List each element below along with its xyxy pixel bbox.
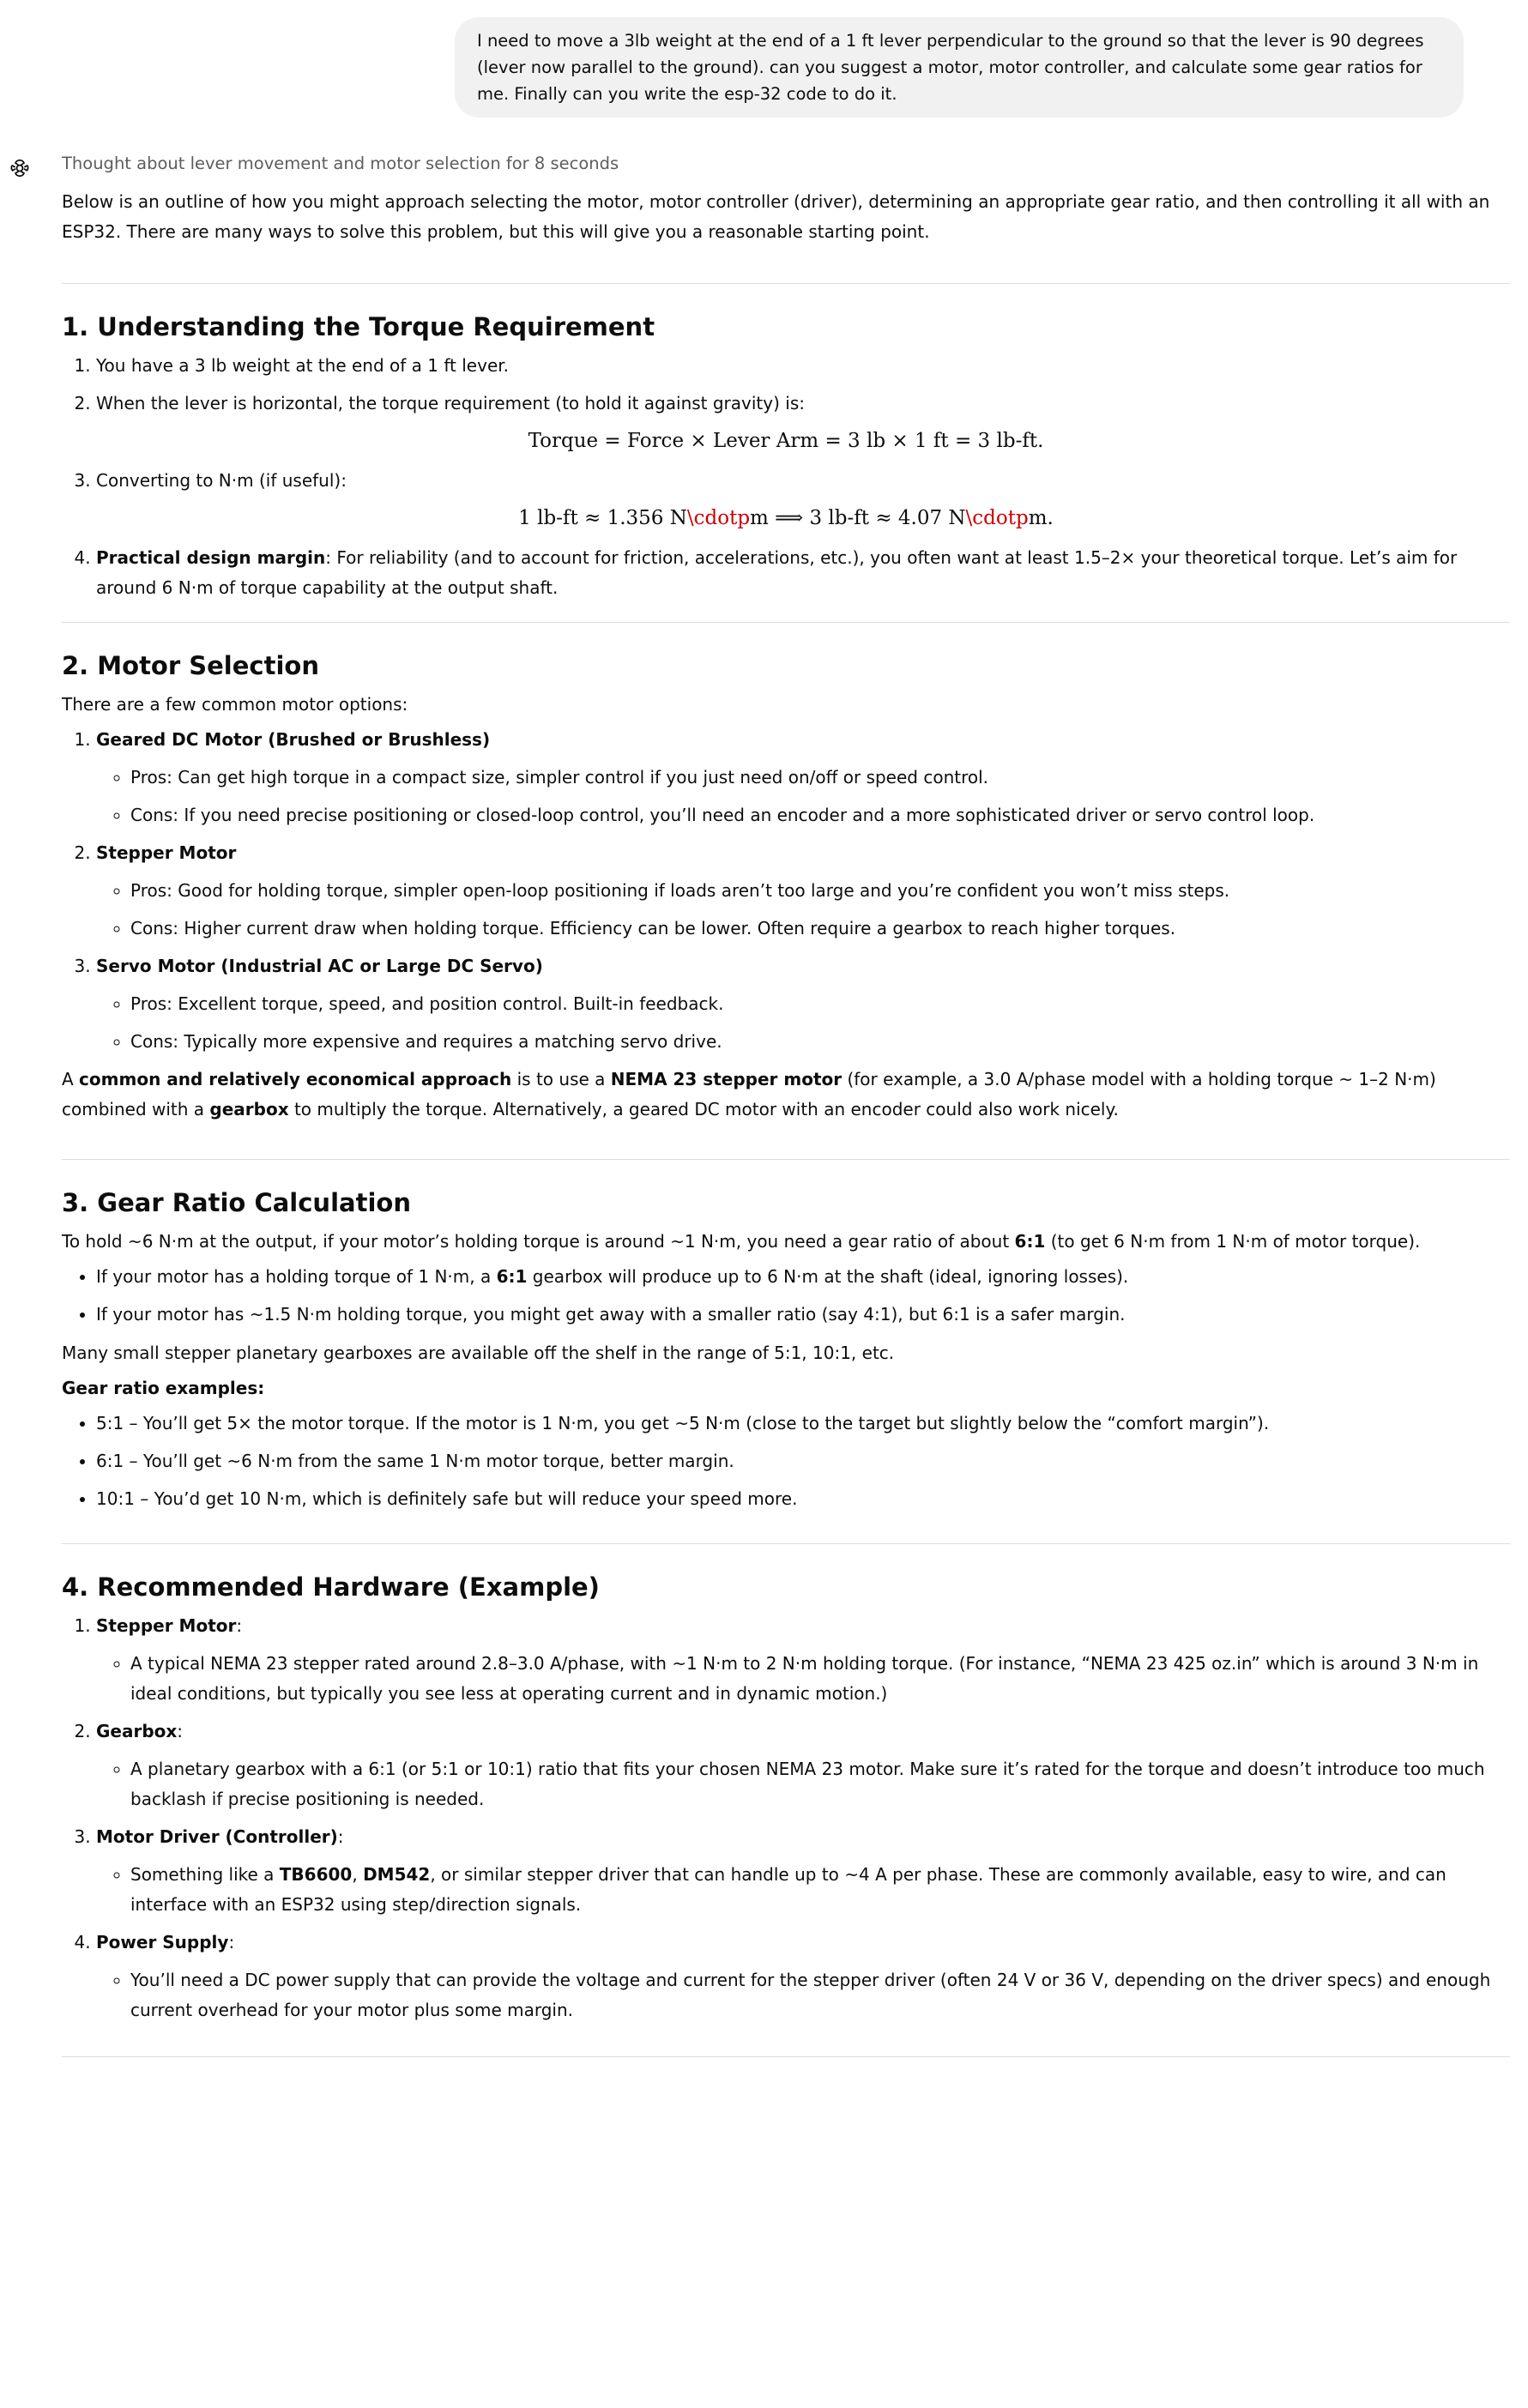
list-item: ◦ You’ll need a DC power supply that can provide the voltage and current for the stepper driver (often 24 V or 36 V, depending on the driver specs) and enough current overhead for your motor plus some margin. bbox=[130, 1965, 1510, 2025]
list-item: ◦ Cons: Higher current draw when holding torque. Efficiency can be lower. Often require a gearbox to reach higher torques. bbox=[130, 914, 1510, 944]
gear-examples-list bbox=[62, 1409, 1510, 1514]
user-message-text: I need to move a 3lb weight at the end of a 1 ft lever perpendicular to the ground so that the lever is 90 degrees (lever now parallel to the ground). can you suggest a motor, motor controller, and calculate some gear ratios for me. Finally can you write the esp-32 code to do it. bbox=[477, 31, 1424, 104]
examples-label: Gear ratio examples: bbox=[62, 1378, 265, 1398]
section-divider bbox=[62, 2056, 1510, 2057]
section-gear-ratio bbox=[62, 1186, 1510, 1514]
openai-logo-icon bbox=[9, 157, 31, 179]
list-item: 1. Stepper Motor: ◦ A typical NEMA 23 stepper rated around 2.8–3.0 A/phase, with ~1 N·m to 2 N·m holding torque. (For instance, “NEMA 23 425 oz.in” which is around 3 N·m in ideal conditions, but typically you see less at operating current and in dynamic motion.) bbox=[96, 1611, 1510, 1709]
section-divider bbox=[62, 283, 1510, 284]
section-torque bbox=[62, 310, 1510, 603]
list-item: • If your motor has a holding torque of 1 N·m, a 6:1 gearbox will produce up to 6 N·m at the shaft (ideal, ignoring losses). bbox=[96, 1262, 1510, 1292]
list-item: • 5:1 – You’ll get 5× the motor torque. If the motor is 1 N·m, you get ~5 N·m (close to the target but slightly below the “comfort margin”). bbox=[96, 1409, 1510, 1439]
gearbox-paragraph: Many small stepper planetary gearboxes are available off the shelf in the range of 5:1, 10:1, etc. bbox=[62, 1343, 895, 1363]
section-motor-selection bbox=[62, 649, 1510, 1125]
list-item: • 10:1 – You’d get 10 N·m, which is definitely safe but will reduce your speed more. bbox=[96, 1484, 1510, 1514]
list-item: 3. Converting to N·m (if useful): 1 lb-ft ≈ 1.356 N\cdotpm ⟹ 3 lb-ft ≈ 4.07 N\cdotpm. bbox=[96, 466, 1510, 535]
list-item: ◦ A typical NEMA 23 stepper rated around 2.8–3.0 A/phase, with ~1 N·m to 2 N·m holding torque. (For instance, “NEMA 23 425 oz.in” which is around 3 N·m in ideal conditions, but typically you see less at operating current and in dynamic motion.) bbox=[130, 1649, 1510, 1709]
list-item: ◦ Something like a TB6600, DM542, or similar stepper driver that can handle up to ~4 A per phase. These are commonly available, easy to wire, and can interface with an ESP32 using step/direction signals. bbox=[130, 1860, 1510, 1920]
list-item: ◦ Cons: Typically more expensive and requires a matching servo drive. bbox=[130, 1027, 1510, 1057]
list-item: ◦ Pros: Excellent torque, speed, and position control. Built-in feedback. bbox=[130, 989, 1510, 1019]
user-message-bubble bbox=[455, 17, 1464, 118]
motor-options-list bbox=[62, 725, 1510, 1057]
list-item: ◦ Pros: Good for holding torque, simpler open-loop positioning if loads aren’t too large and you’re confident you won’t miss steps. bbox=[130, 876, 1510, 906]
section-divider bbox=[62, 622, 1510, 623]
conversion-equation: 1 lb-ft ≈ 1.356 N\cdotpm ⟹ 3 lb-ft ≈ 4.07 N\cdotpm. bbox=[518, 507, 1054, 529]
list-item: 2. Gearbox: ◦ A planetary gearbox with a 6:1 (or 5:1 or 10:1) ratio that fits your chosen NEMA 23 motor. Make sure it’s rated for the torque and doesn’t introduce too much backlash if precise positioning is needed. bbox=[96, 1717, 1510, 1814]
list-item: 3. Servo Motor (Industrial AC or Large DC Servo) ◦ Pros: Excellent torque, speed, and position control. Built-in feedback. ◦ Cons: Typically more expensive and requires a matching servo drive. bbox=[96, 951, 1510, 1057]
section-lead: There are a few common motor options: bbox=[62, 694, 408, 715]
hardware-list bbox=[62, 1611, 1510, 2025]
section-title: 2. Motor Selection bbox=[62, 651, 319, 680]
section-lead: To hold ~6 N·m at the output, if your motor’s holding torque is around ~1 N·m, you need a gear ratio of about 6:1 (to get 6 N·m from 1 N·m of motor torque). bbox=[62, 1231, 1421, 1252]
list-item: ◦ Cons: If you need precise positioning or closed-loop control, you’ll need an encoder and a more sophisticated driver or servo control loop. bbox=[130, 800, 1510, 830]
list-item: 2. When the lever is horizontal, the torque requirement (to hold it against gravity) is: Torque = Force × Lever Arm = 3 lb × 1 ft = 3 lb-ft. bbox=[96, 389, 1510, 458]
section-divider bbox=[62, 1543, 1510, 1544]
list-item: 4. Practical design margin: For reliability (and to account for friction, accelerations, etc.), you often want at least 1.5–2× your theoretical torque. Let’s aim for around 6 N·m of torque capability at the output shaft. bbox=[96, 543, 1510, 603]
list-item: ◦ Pros: Can get high torque in a compact size, simpler control if you just need on/off or speed control. bbox=[130, 763, 1510, 793]
section-title: 1. Understanding the Torque Requirement bbox=[62, 312, 655, 341]
section-title: 3. Gear Ratio Calculation bbox=[62, 1188, 411, 1217]
list-item: 3. Motor Driver (Controller): ◦ Something like a TB6600, DM542, or similar stepper driver that can handle up to ~4 A per phase. These are commonly available, easy to wire, and can interface with an ESP32 using step/direction signals. bbox=[96, 1822, 1510, 1920]
section-hardware bbox=[62, 1570, 1510, 2025]
summary-paragraph: A common and relatively economical approach is to use a NEMA 23 stepper motor (for example, a 3.0 A/phase model with a holding torque ~ 1–2 N·m) combined with a gearbox to multiply the torque. Alternatively, a geared DC motor with an encoder could also work nicely. bbox=[62, 1069, 1436, 1120]
thought-duration-label[interactable]: Thought about lever movement and motor selection for 8 seconds bbox=[62, 154, 619, 173]
list-item: • If your motor has ~1.5 N·m holding torque, you might get away with a smaller ratio (say 4:1), but 6:1 is a safer margin. bbox=[96, 1300, 1510, 1330]
list-item: 1. Geared DC Motor (Brushed or Brushless) ◦ Pros: Can get high torque in a compact size, simpler control if you just need on/off or speed control. ◦ Cons: If you need precise positioning or closed-loop control, you’ll need an encoder and a more sophisticated driver or servo control loop. bbox=[96, 725, 1510, 830]
list-item: ◦ A planetary gearbox with a 6:1 (or 5:1 or 10:1) ratio that fits your chosen NEMA 23 motor. Make sure it’s rated for the torque and doesn’t introduce too much backlash if precise positioning is needed. bbox=[130, 1754, 1510, 1814]
section-divider bbox=[62, 1159, 1510, 1160]
list-item: 2. Stepper Motor ◦ Pros: Good for holding torque, simpler open-loop positioning if loads aren’t too large and you’re confident you won’t miss steps. ◦ Cons: Higher current draw when holding torque. Efficiency can be lower. Often require a gearbox to reach higher torques. bbox=[96, 838, 1510, 944]
assistant-message bbox=[62, 151, 1510, 2057]
gear-bullets bbox=[62, 1262, 1510, 1330]
torque-list bbox=[62, 351, 1510, 603]
section-title: 4. Recommended Hardware (Example) bbox=[62, 1572, 600, 1602]
list-item: 4. Power Supply: ◦ You’ll need a DC power supply that can provide the voltage and current for the stepper driver (often 24 V or 36 V, depending on the driver specs) and enough current overhead for your motor plus some margin. bbox=[96, 1928, 1510, 2025]
intro-paragraph: Below is an outline of how you might approach selecting the motor, motor controller (driver), determining an appropriate gear ratio, and then controlling it all with an ESP32. There are many ways to solve this problem, but this will give you a reasonable starting point. bbox=[62, 191, 1490, 242]
list-item: 1. You have a 3 lb weight at the end of a 1 ft lever. bbox=[96, 351, 1510, 381]
list-item: • 6:1 – You’ll get ~6 N·m from the same 1 N·m motor torque, better margin. bbox=[96, 1446, 1510, 1476]
torque-equation: Torque = Force × Lever Arm = 3 lb × 1 ft = 3 lb-ft. bbox=[528, 430, 1044, 452]
